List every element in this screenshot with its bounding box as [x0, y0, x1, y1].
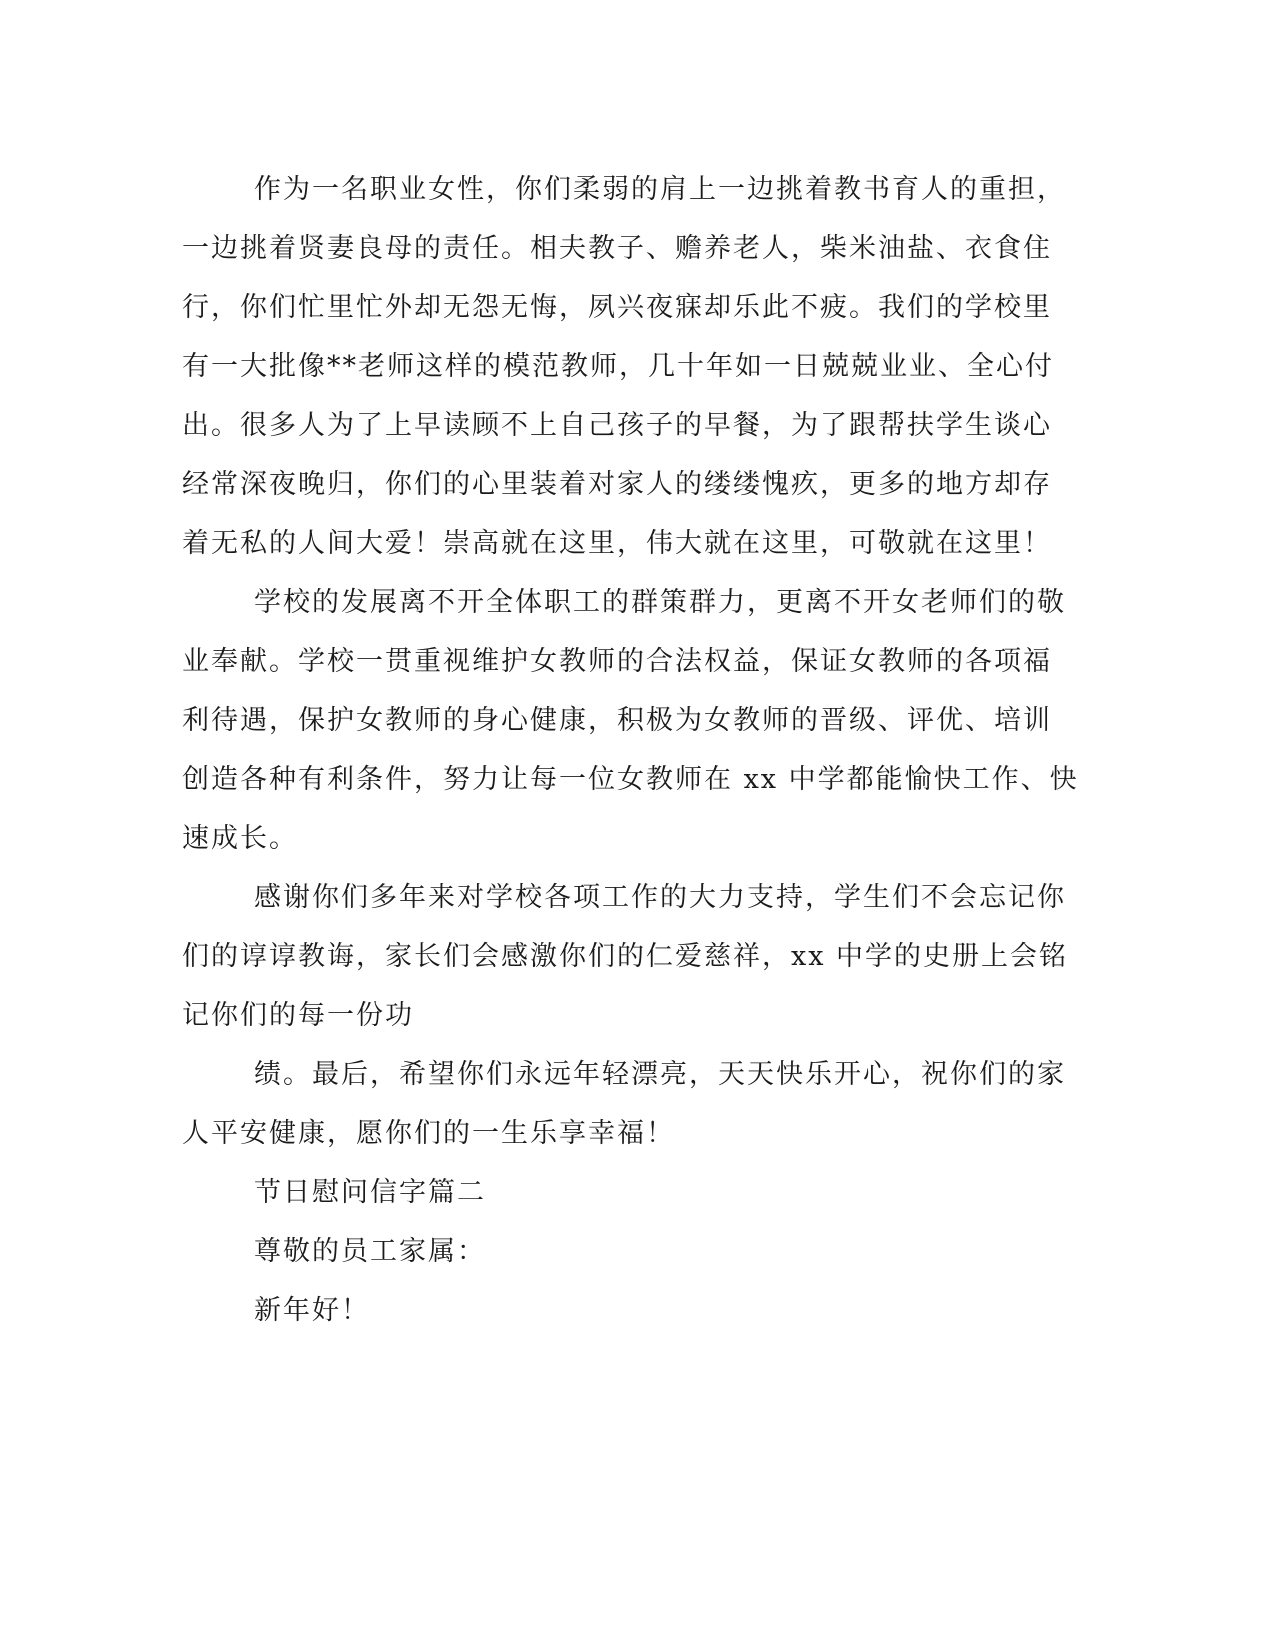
text-line: 速成长。: [182, 823, 298, 854]
salutation: 尊敬的员工家属：: [254, 1236, 486, 1267]
text-line: 业奉献。学校一贯重视维护女教师的合法权益，保证女教师的各项福: [182, 646, 1052, 677]
text-line: 感谢你们多年来对学校各项工作的大力支持，学生们不会忘记你: [254, 882, 1066, 913]
text-line: 经常深夜晚归，你们的心里装着对家人的缕缕愧疚，更多的地方却存: [182, 469, 1052, 500]
text-line: 们的谆谆教诲，家长们会感激你们的仁爱慈祥，xx 中学的史册上会铭: [182, 941, 1069, 972]
letter-body: [182, 160, 1079, 1340]
text-line: 创造各种有利条件，努力让每一位女教师在 xx 中学都能愉快工作、快: [182, 764, 1079, 795]
text-line: 作为一名职业女性，你们柔弱的肩上一边挑着教书育人的重担，: [254, 174, 1066, 205]
text-line: 出。很多人为了上早读顾不上自己孩子的早餐，为了跟帮扶学生谈心: [182, 410, 1052, 441]
text-line: 一边挑着贤妻良母的责任。相夫教子、赡养老人，柴米油盐、衣食住: [182, 233, 1052, 264]
section-heading: 节日慰问信字篇二: [254, 1177, 486, 1208]
text-line: 利待遇，保护女教师的身心健康，积极为女教师的晋级、评优、培训: [182, 705, 1052, 736]
text-line: 人平安健康，愿你们的一生乐享幸福！: [182, 1118, 675, 1149]
text-line: 绩。最后，希望你们永远年轻漂亮，天天快乐开心，祝你们的家: [254, 1059, 1066, 1090]
text-line: 记你们的每一份功: [182, 1000, 414, 1031]
text-line: 行，你们忙里忙外却无怨无悔，夙兴夜寐却乐此不疲。我们的学校里: [182, 292, 1052, 323]
greeting: 新年好！: [254, 1295, 370, 1326]
text-line: 着无私的人间大爱！崇高就在这里，伟大就在这里，可敬就在这里！: [182, 528, 1052, 559]
text-line: 有一大批像**老师这样的模范教师，几十年如一日兢兢业业、全心付: [182, 351, 1054, 382]
text-line: 学校的发展离不开全体职工的群策群力，更离不开女老师们的敬: [254, 587, 1066, 618]
